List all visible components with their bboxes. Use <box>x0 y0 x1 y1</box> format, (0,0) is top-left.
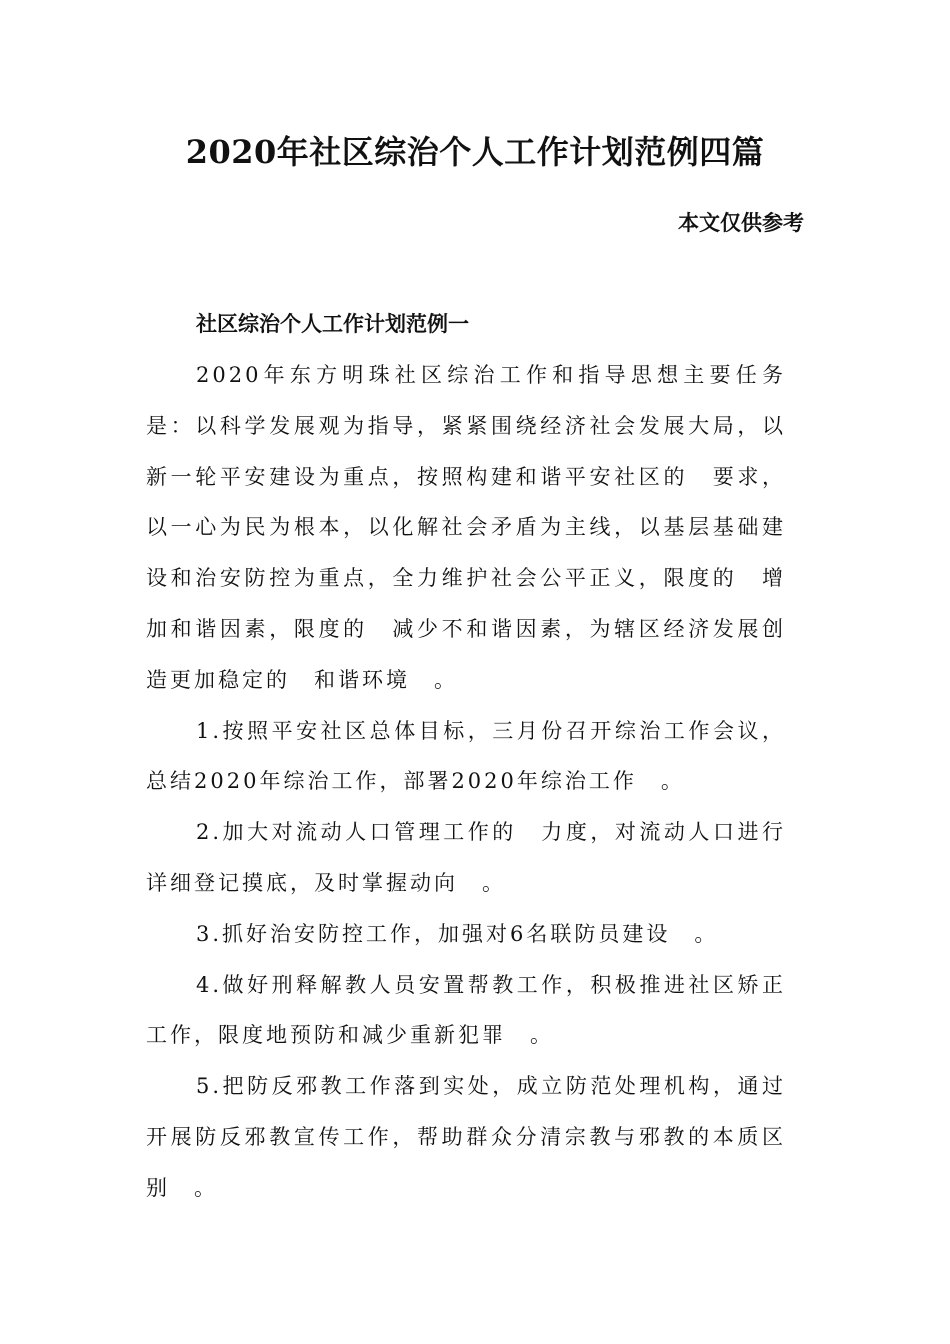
reference-note: 本文仅供参考 <box>678 210 804 235</box>
list-item-4: 4.做好刑释解教人员安置帮教工作，积极推进社区矫正工作，限度地预防和减少重新犯罪 。 <box>146 972 786 1048</box>
list-item-5: 5.把防反邪教工作落到实处，成立防范处理机构，通过开展防反邪教宣传工作，帮助群众分清宗教与邪教的本质区别 。 <box>146 1074 786 1200</box>
body-text <box>146 350 786 1214</box>
document-title: 2020年社区综治个人工作计划范例四篇 <box>185 133 765 171</box>
intro-paragraph: 2020年东方明珠社区综治工作和指导思想主要任务是：以科学发展观为指导，紧紧围绕经济社会发展大局，以新一轮平安建设为重点，按照构建和谐平安社区的 要求，以一心为民为根本，以化解社会矛盾为主线，以基层基础建设和治安防控为重点，全力维护社会公平正义，限度的 增加和谐因素，限度的 减少不和谐因素，为辖区经济发展创造更加稳定的 和谐环境 。 <box>146 363 786 692</box>
list-item-3: 3.抓好治安防控工作，加强对6名联防员建设 。 <box>196 921 719 946</box>
list-item-2: 2.加大对流动人口管理工作的 力度，对流动人口进行详细登记摸底，及时掌握动向 。 <box>146 820 786 895</box>
list-item-1: 1.按照平安社区总体目标，三月份召开综治工作会议，总结2020年综治工作，部署2020年综治工作 。 <box>146 718 786 794</box>
section-heading: 社区综治个人工作计划范例一 <box>196 311 469 336</box>
